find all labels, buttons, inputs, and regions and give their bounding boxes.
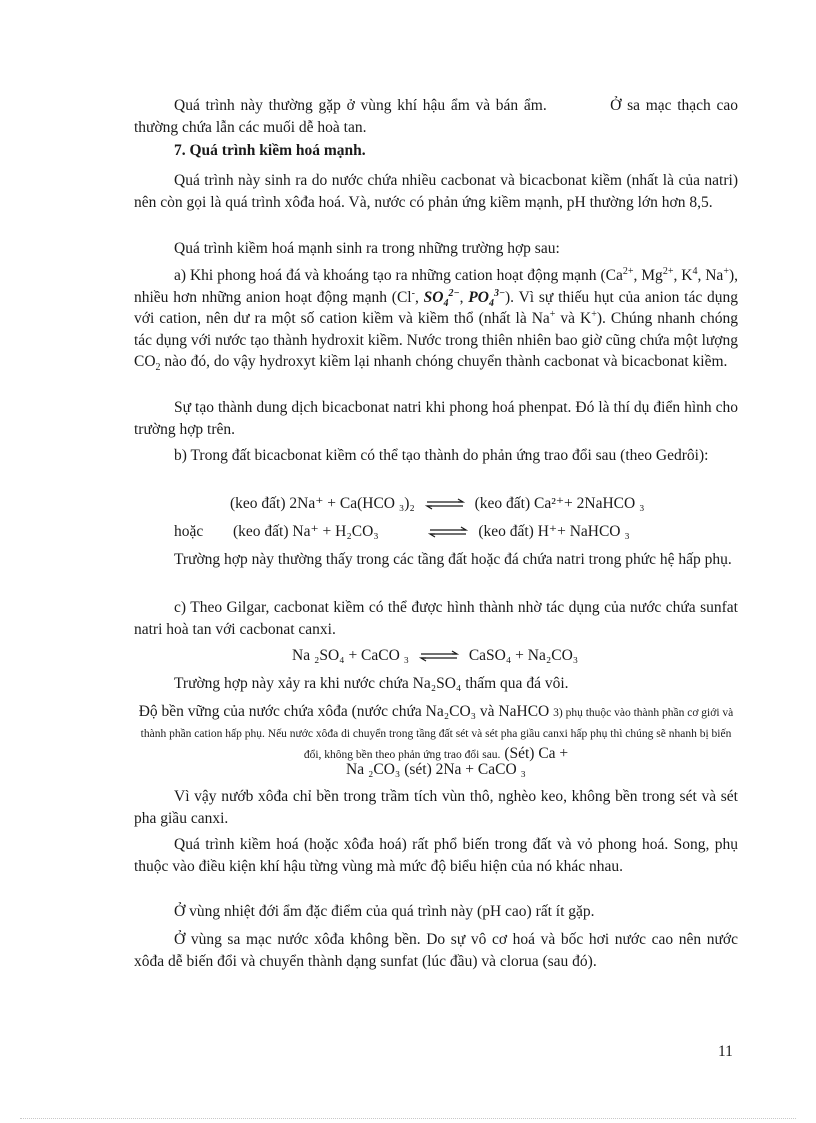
paragraph-13: Ở vùng nhiệt đới ẩm đặc điểm của quá trình này (pH cao) rất ít gặp. [174, 903, 595, 920]
paragraph-9: Trường hợp này xảy ra khi nước chứa Na₂SO₄ thấm qua đá vôi. [174, 675, 569, 692]
equation-2: hoặc (keo đất) Na⁺ + H₂CO₃ (keo đất) H⁺+ NaHCO ₃ [174, 523, 630, 540]
equilibrium-arrows-icon [428, 526, 468, 538]
paragraph-8: c) Theo Gilgar, cacbonat kiềm có thể được hình thành nhờ tác dụng của nước chứa sunfat natri hoà tan với cacbonat canxi. [134, 599, 738, 638]
paragraph-7: Trường hợp này thường thấy trong các tầng đất hoặc đá chứa natri trong phức hệ hấp phụ. [174, 551, 732, 568]
paragraph-4: a) Khi phong hoá đá và khoáng tạo ra những cation hoạt động mạnh ($Ca^{2+}$, $Mg^{2+}$, $K^4$, Na+), nhiều hơn những anion hoạt động mạnh (Cl-, $SO_4^{2-}$, $PO_4^{3-}$). Vì sự thiếu hụt của anion tác dụng với cation, nên dư ra một số cation kiềm và kiềm thổ (nhất là Na+ và K+). Chúng nhanh chóng tác dụng với nước tạo thành hydroxit kiềm. Nước trong thiên nhiên bao giờ cũng chứa một lượng $CO_2$ nào đó, do vậy hydroxyt kiềm lại nhanh chóng chuyển thành cacbonat và bicacbonat kiềm. [134, 265, 739, 374]
paragraph-14: Ở vùng sa mạc nước xôđa không bền. Do sự vô cơ hoá và bốc hơi nước cao nên nước xôđa dễ biến đổi và chuyển thành dạng sunfat (lúc đầu) và clorua (sau đó). [134, 931, 738, 970]
paragraph-3: Quá trình kiềm hoá mạnh sinh ra trong những trường hợp sau: [174, 240, 560, 257]
equation-3: Na ₂SO₄ + CaCO ₃ CaSO₄ + Na₂CO₃ [292, 647, 579, 664]
paragraph-2: Quá trình này sinh ra do nước chứa nhiều cacbonat và bicacbonat kiềm (nhất là của natri) nên còn gọi là quá trình xôđa hoá. Và, nước có phản ứng kiềm mạnh, pH thường lớn hơn 8,5. [134, 172, 738, 211]
footer-divider [20, 1118, 796, 1119]
equilibrium-arrows-icon [425, 498, 465, 510]
paragraph-1: Quá trình này thường gặp ở vùng khí hậu ẩm và bán ẩm. Ở sa mạc thạch cao thường chứa lẫn các muối dễ hoà tan. [134, 97, 739, 136]
sulfate-ion: $SO_4^{2-}$ [423, 287, 460, 309]
section-heading: 7. Quá trình kiềm hoá mạnh. [174, 142, 366, 159]
equation-4: Na ₂CO₃ (sét) 2Na + CaCO ₃ [346, 761, 526, 778]
equilibrium-arrows-icon [419, 650, 459, 662]
page-number: 11 [718, 1043, 733, 1060]
paragraph-12: Quá trình kiềm hoá (hoặc xôđa hoá) rất phổ biến trong đất và vỏ phong hoá. Song, phụ thuộc vào điều kiện khí hậu từng vùng mà mức độ biểu hiện của nó khác nhau. [134, 836, 738, 875]
paragraph-11: Vì vậy nướb xôđa chỉ bền trong trầm tích vùn thô, nghèo keo, không bền trong sét và sét pha giầu canxi. [134, 788, 738, 827]
paragraph-6: b) Trong đất bicacbonat kiềm có thể tạo thành do phản ứng trao đổi sau (theo Gedrôi): [174, 447, 709, 464]
paragraph-10: Độ bền vững của nước chứa xôđa (nước chứa Na₂CO₃ và NaHCO 3) phụ thuộc vào thành phần cơ giới và thành phần cation hấp phụ. Nếu nước xôđa di chuyển trong tầng đất sét và sét pha giầu canxi hấp phụ thì chúng sẽ nhanh bị biến đổi, không bền theo phản ứng trao đổi sau. (Sét) Ca + [138, 703, 734, 762]
phosphate-ion: $PO_4^{3-}$ [468, 287, 505, 309]
paragraph-5: Sự tạo thành dung dịch bicacbonat natri khi phong hoá phenpat. Đó là thí dụ điển hình cho trường hợp trên. [134, 399, 738, 438]
equation-1: (keo đất) 2Na⁺ + Ca(HCO ₃)₂ (keo đất) Ca²⁺+ 2NaHCO ₃ [230, 495, 645, 512]
